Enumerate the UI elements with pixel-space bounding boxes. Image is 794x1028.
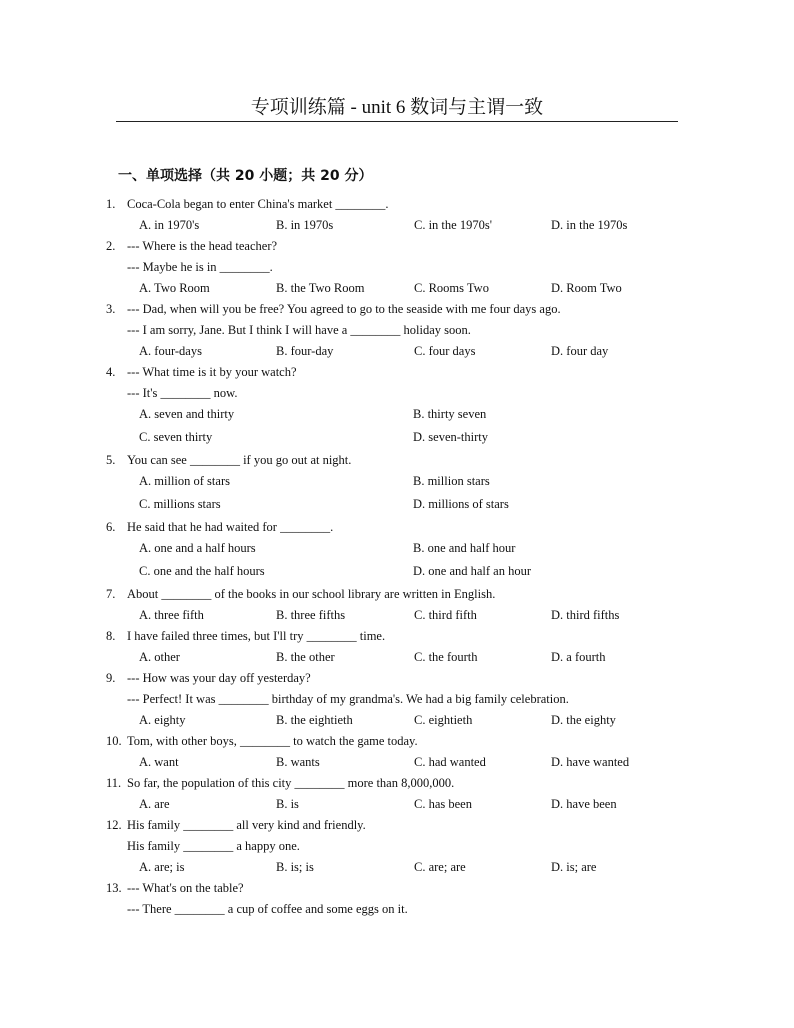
option-c: C. millions stars (139, 497, 221, 511)
question-number: 13. (106, 881, 122, 895)
question-8 (106, 626, 706, 668)
option-a: A. in 1970's (139, 218, 200, 232)
question-text: His family ________ all very kind and friendly. (127, 818, 366, 832)
option-row (106, 427, 706, 450)
option-a: A. one and a half hours (139, 541, 256, 555)
option-b: B. in 1970s (276, 218, 334, 232)
option-row (106, 471, 706, 494)
question-text: --- There ________ a cup of coffee and some eggs on it. (127, 902, 408, 916)
question-1 (106, 194, 706, 236)
option-b: B. the Two Room (276, 281, 365, 295)
option-b: B. thirty seven (413, 407, 487, 421)
question-number: 8. (106, 629, 116, 643)
option-c: C. third fifth (414, 608, 477, 622)
question-7 (106, 584, 706, 626)
option-row (106, 341, 706, 362)
question-5 (106, 450, 706, 517)
option-d: D. is; are (551, 860, 597, 874)
option-b: B. three fifths (276, 608, 346, 622)
question-9 (106, 668, 706, 731)
option-d: D. third fifths (551, 608, 620, 622)
option-d: D. seven-thirty (413, 430, 488, 444)
question-text: --- Dad, when will you be free? You agreed to go to the seaside with me four days ago. (127, 302, 561, 316)
option-c: C. Rooms Two (414, 281, 489, 295)
question-text: --- I am sorry, Jane. But I think I will have a ________ holiday soon. (127, 323, 471, 337)
option-row (106, 857, 706, 878)
option-c: C. has been (414, 797, 472, 811)
option-a: A. three fifth (139, 608, 204, 622)
option-b: B. one and half hour (413, 541, 516, 555)
question-2 (106, 236, 706, 299)
option-d: D. the eighty (551, 713, 616, 727)
option-row (106, 278, 706, 299)
option-row (106, 752, 706, 773)
option-c: C. are; are (414, 860, 466, 874)
option-b: B. is; is (276, 860, 314, 874)
option-a: A. are; is (139, 860, 185, 874)
question-text: His family ________ a happy one. (127, 839, 300, 853)
question-number: 5. (106, 453, 116, 467)
option-d: D. four day (551, 344, 609, 358)
option-a: A. eighty (139, 713, 186, 727)
option-b: B. million stars (413, 474, 490, 488)
question-text: --- It's ________ now. (127, 386, 238, 400)
option-row (106, 561, 706, 584)
option-row (106, 404, 706, 427)
option-d: D. have wanted (551, 755, 630, 769)
question-text: I have failed three times, but I'll try ________ time. (127, 629, 386, 643)
question-text: --- How was your day off yesterday? (127, 671, 311, 685)
option-a: A. are (139, 797, 170, 811)
option-row (106, 215, 706, 236)
question-4 (106, 362, 706, 450)
question-13 (106, 878, 706, 920)
question-3 (106, 299, 706, 362)
question-number: 2. (106, 239, 116, 253)
question-text: So far, the population of this city ________ more than 8,000,000. (127, 776, 455, 790)
question-11 (106, 773, 706, 815)
page-title: 专项训练篇 - unit 6 数词与主谓一致 (250, 97, 544, 118)
question-number: 1. (106, 197, 116, 211)
option-d: D. millions of stars (413, 497, 509, 511)
option-c: C. in the 1970s' (414, 218, 492, 232)
question-number: 12. (106, 818, 122, 832)
option-b: B. wants (276, 755, 320, 769)
question-text: --- Maybe he is in ________. (127, 260, 273, 274)
question-number: 11. (106, 776, 122, 790)
question-number: 3. (106, 302, 116, 316)
question-text: --- Where is the head teacher? (127, 239, 278, 253)
option-c: C. four days (414, 344, 476, 358)
question-list (106, 194, 706, 920)
option-c: C. one and the half hours (139, 564, 265, 578)
section-heading: 一、单项选择（共 20 小题；共 20 分） (118, 168, 373, 184)
option-c: C. the fourth (414, 650, 478, 664)
question-number: 4. (106, 365, 116, 379)
option-d: D. one and half an hour (413, 564, 532, 578)
option-a: A. other (139, 650, 180, 664)
option-c: C. eightieth (414, 713, 473, 727)
question-text: --- What's on the table? (127, 881, 244, 895)
option-row (106, 494, 706, 517)
question-10 (106, 731, 706, 773)
option-d: D. in the 1970s (551, 218, 628, 232)
question-text: He said that he had waited for ________. (127, 520, 334, 534)
option-b: B. four-day (276, 344, 334, 358)
question-number: 9. (106, 671, 116, 685)
option-a: A. want (139, 755, 179, 769)
title-underline (116, 121, 678, 122)
question-text: --- Perfect! It was ________ birthday of my grandma's. We had a big family celebration. (127, 692, 569, 706)
option-b: B. the other (276, 650, 335, 664)
question-12 (106, 815, 706, 878)
question-text: Tom, with other boys, ________ to watch the game today. (127, 734, 418, 748)
option-a: A. four-days (139, 344, 202, 358)
option-a: A. Two Room (139, 281, 210, 295)
option-b: B. is (276, 797, 299, 811)
option-d: D. have been (551, 797, 617, 811)
question-text: --- What time is it by your watch? (127, 365, 297, 379)
option-a: A. seven and thirty (139, 407, 235, 421)
question-text: About ________ of the books in our school library are written in English. (127, 587, 496, 601)
option-a: A. million of stars (139, 474, 230, 488)
option-row (106, 794, 706, 815)
option-c: C. seven thirty (139, 430, 213, 444)
option-row (106, 538, 706, 561)
option-row (106, 605, 706, 626)
option-d: D. a fourth (551, 650, 606, 664)
option-b: B. the eightieth (276, 713, 353, 727)
question-number: 7. (106, 587, 116, 601)
option-d: D. Room Two (551, 281, 622, 295)
question-text: You can see ________ if you go out at night. (127, 453, 352, 467)
question-number: 6. (106, 520, 116, 534)
question-6 (106, 517, 706, 584)
question-text: Coca-Cola began to enter China's market ________. (127, 197, 389, 211)
option-row (106, 647, 706, 668)
question-number: 10. (106, 734, 122, 748)
option-c: C. had wanted (414, 755, 486, 769)
option-row (106, 710, 706, 731)
